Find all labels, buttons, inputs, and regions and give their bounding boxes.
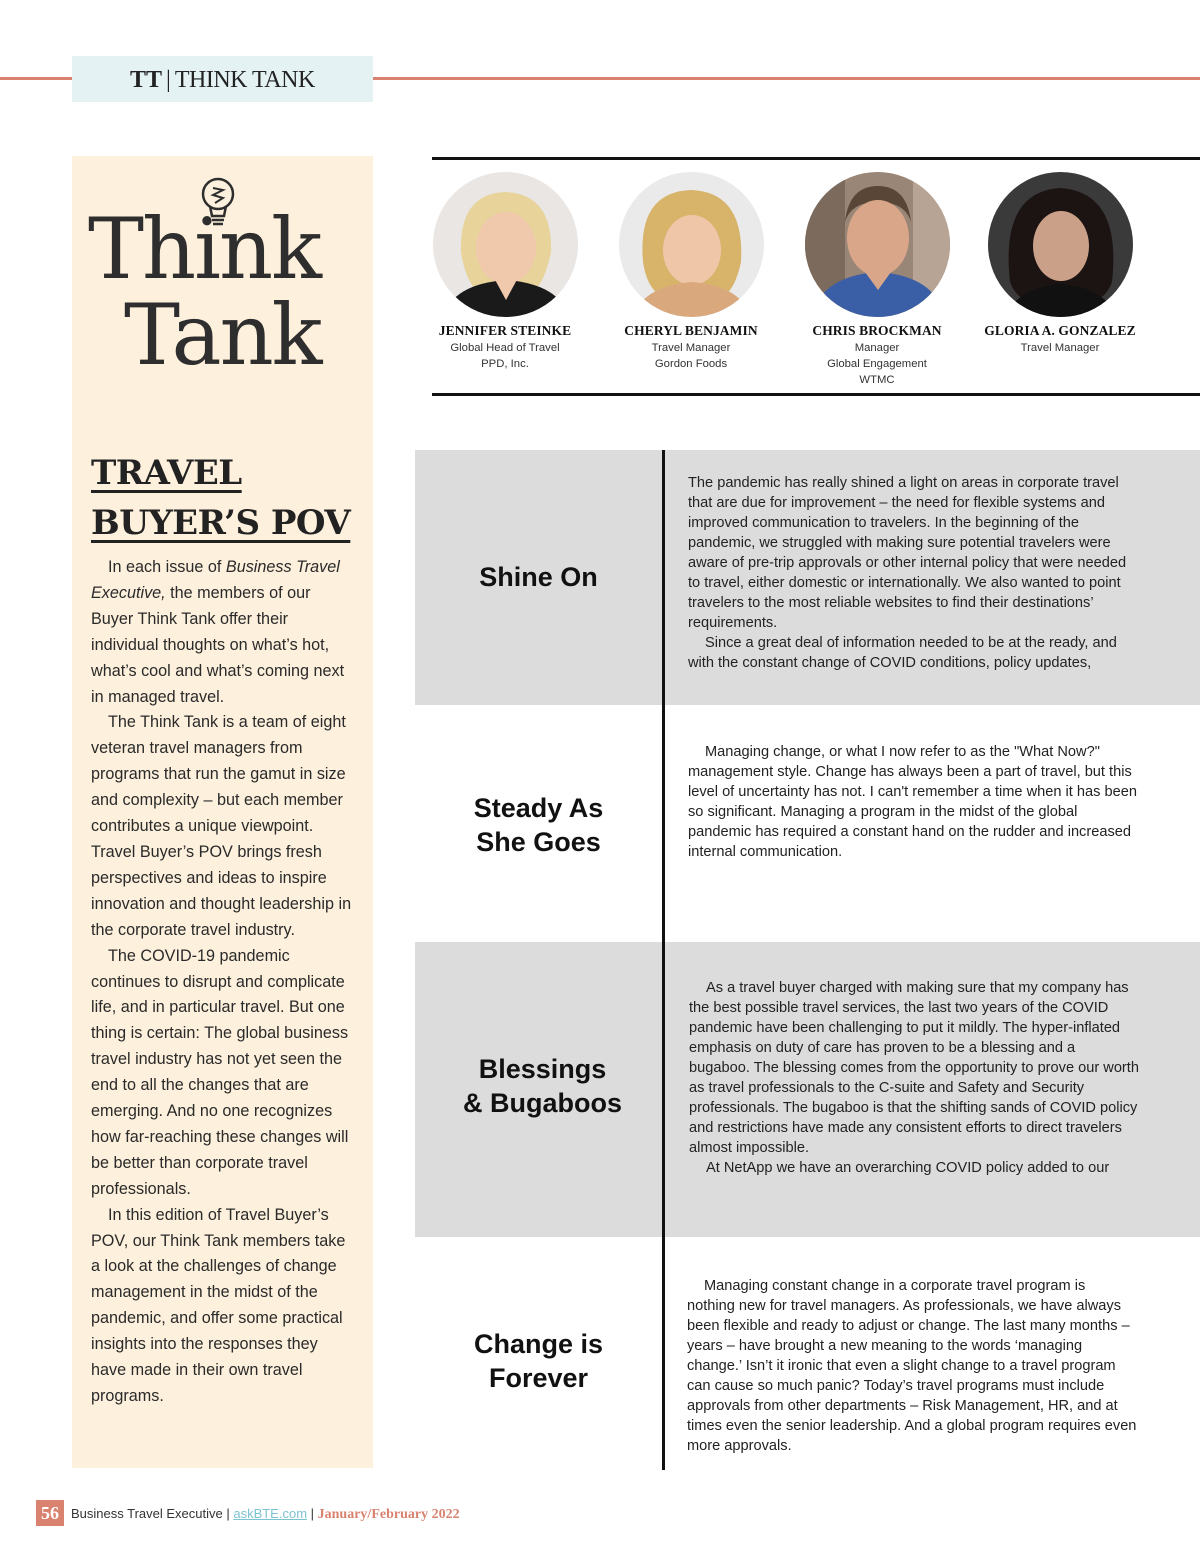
team-rule-top	[432, 157, 1200, 160]
row-title-line: Shine On	[479, 562, 598, 592]
row-paragraph: The pandemic has really shined a light on areas in corporate travel that are due for improvement – the need for flexible systems and improved communication to travelers. In the beginning of the pandemic, we struggled with making sure potential travelers were aware of pre-trip approvals or other internal policy that were needed to travel, either domestic or internationally. We also wanted to point travelers to the most reliable websites to find their destinations’ requirements.	[688, 475, 1127, 631]
logo-think: Think	[88, 200, 320, 298]
row-paragraph: Managing change, or what I now refer to as the "What Now?" management style. Change has always been a part of travel, but this level of uncertainty has not. I can't remember a time when it has been so significant. Managing a program in the midst of the global pandemic has required a constant hand on the rudder and increased internal communication.	[688, 744, 1137, 860]
member-role: Travel Manager	[1020, 342, 1100, 354]
member-org: Gordon Foods	[654, 358, 728, 370]
section-separator: |	[166, 67, 171, 93]
row-text	[688, 473, 1138, 673]
qa-row	[415, 705, 1200, 942]
section-tab	[72, 56, 373, 102]
sidebar-paragraph: The COVID-19 pandemic continues to disrupt and complicate life, and in particular travel. But one thing is certain: The global business travel industry has not yet seen the end to all the changes that are emerging. And no one recognizes how far-reaching these changes will be better than corporate travel professionals.	[91, 946, 349, 1198]
publication-name: Business Travel Executive,	[91, 558, 340, 602]
row-text	[688, 742, 1138, 862]
row-title-line: & Bugaboos	[463, 1088, 622, 1118]
row-paragraph: At NetApp we have an overarching COVID policy added to our	[706, 1160, 1110, 1176]
column-divider	[662, 450, 665, 1470]
logo-tank: Tank	[124, 286, 321, 384]
header-rule-left	[0, 77, 72, 80]
section-name: THINK TANK	[174, 67, 315, 93]
member-role: Global Head of Travel	[450, 342, 560, 354]
page-number: 56	[36, 1500, 64, 1526]
row-title-line: She Goes	[476, 827, 601, 857]
footer-link[interactable]: askBTE.com	[233, 1506, 308, 1521]
row-title	[415, 560, 662, 594]
portrait-photo	[619, 172, 764, 317]
member-card	[601, 172, 781, 372]
member-name: JENNIFER STEINKE	[438, 323, 572, 338]
team-rule-bottom	[432, 393, 1200, 396]
avatar	[805, 172, 950, 317]
qa-row	[415, 1237, 1200, 1470]
row-title-line: Steady As	[473, 793, 604, 823]
sidebar-body	[91, 555, 357, 1410]
intro-text-end: the members of our Buyer Think Tank offer their individual thoughts on what’s hot, what’s cool and what’s coming next in managed travel.	[91, 583, 345, 706]
qa-row	[415, 942, 1200, 1237]
sidebar-heading	[91, 448, 361, 548]
sidebar-heading-line1: TRAVEL	[91, 453, 242, 493]
intro-text: In each issue of	[108, 558, 226, 576]
qa-row	[415, 450, 1200, 705]
member-role: Manager	[854, 342, 900, 354]
footer	[71, 1506, 460, 1523]
member-org-secondary: WTMC	[859, 374, 895, 386]
sidebar-paragraph: In this edition of Travel Buyer’s POV, our Think Tank members take a look at the challenges of change management in the midst of the pandemic, and offer some practical insights into the responses they have made in their own travel programs.	[91, 1205, 346, 1405]
member-org: PPD, Inc.	[481, 358, 529, 370]
member-card	[970, 172, 1150, 356]
member-card	[787, 172, 967, 388]
row-title-line: Forever	[488, 1363, 589, 1393]
sidebar-paragraph	[91, 555, 357, 710]
sidebar-heading-line2: BUYER’S POV	[91, 503, 351, 543]
member-role: Travel Manager	[651, 342, 731, 354]
avatar	[619, 172, 764, 317]
footer-separator: |	[307, 1506, 318, 1521]
sidebar	[72, 156, 373, 1468]
row-text	[687, 1276, 1137, 1456]
row-paragraph: Managing constant change in a corporate travel program is nothing new for travel managers. As professionals, we have always been flexible and ready to adjust or change. The last many months – years – have brought a new meaning to the words ‘managing change.’ Isn’t it ironic that even a slight change to a travel program can cause so much panic? Today’s travel programs must include approvals from other departments – Risk Management, HR, and at times even the senior leadership. And a global program requires even more approvals.	[687, 1278, 1137, 1454]
header-rule-right	[373, 77, 1200, 80]
portrait-photo	[988, 172, 1133, 317]
member-name: CHRIS BROCKMAN	[812, 323, 942, 338]
row-title	[419, 1052, 666, 1120]
member-card	[415, 172, 595, 372]
row-title-line: Blessings	[478, 1054, 607, 1084]
row-title	[415, 1327, 662, 1395]
sidebar-paragraph: The Think Tank is a team of eight veteran travel managers from programs that run the gamut in size and complexity – but each member contributes a unique viewpoint. Travel Buyer’s POV brings fresh perspectives and ideas to inspire innovation and thought leadership in the corporate travel industry.	[91, 713, 352, 939]
row-title	[415, 791, 662, 859]
footer-issue: January/February 2022	[317, 1507, 460, 1522]
member-name: GLORIA A. GONZALEZ	[984, 323, 1136, 338]
row-paragraph: As a travel buyer charged with making sure that my company has the best possible travel services, the last two years of the COVID pandemic have been challenging to put it mildly. The hyper-inflated emphasis on duty of care has proven to be a blessing and a bugaboo. The blessing comes from the opportunity to prove our worth as travel professionals to the C-suite and Safety and Security professionals. The bugaboo is that the shifting sands of COVID policy and restrictions have made any consistent efforts to direct travelers almost impossible.	[689, 980, 1139, 1156]
portrait-photo	[805, 172, 950, 317]
member-name: CHERYL BENJAMIN	[624, 323, 758, 338]
avatar	[988, 172, 1133, 317]
row-title-line: Change is	[473, 1329, 604, 1359]
row-text	[689, 978, 1139, 1178]
portrait-photo	[433, 172, 578, 317]
section-abbr: TT	[130, 67, 163, 93]
row-paragraph: Since a great deal of information needed to be at the ready, and with the constant change of COVID conditions, policy updates,	[688, 635, 1117, 671]
member-org: Global Engagement	[827, 358, 927, 370]
avatar	[433, 172, 578, 317]
footer-publication: Business Travel Executive |	[71, 1506, 234, 1521]
